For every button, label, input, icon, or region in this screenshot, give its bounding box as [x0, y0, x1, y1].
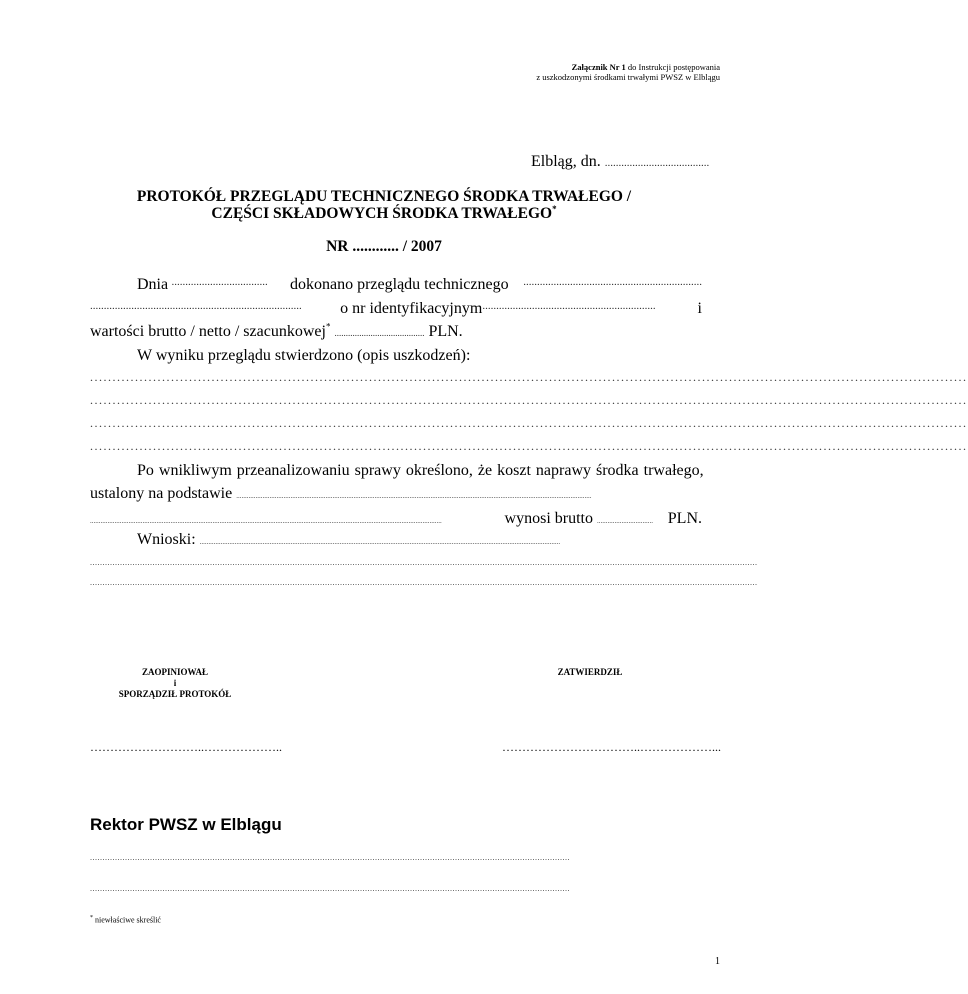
rektor-dots-row-2[interactable]: ................................................................................................................................................................................................ [90, 884, 570, 893]
signature-left-conjunction: i [173, 678, 177, 688]
wnioski-dots[interactable]: .............................................................................................................................................................................................................. [199, 538, 561, 546]
pln2-label: PLN. [667, 510, 702, 527]
wynosi-label: wynosi brutto [504, 510, 593, 527]
signature-left-dots[interactable]: ………………………..……………….. [90, 740, 282, 754]
i-label: i [697, 300, 702, 317]
wartosci-dots[interactable]: ........................................ [334, 328, 425, 338]
rektor-dots-row-1[interactable]: ................................................................................................................................................................................................ [90, 853, 570, 862]
wnioski-label: Wnioski: [137, 531, 196, 548]
body-line-wnioski [137, 531, 702, 549]
zaopiniowal-label: ZAOPINIOWAŁ [141, 667, 208, 677]
damage-dots-row-1[interactable]: ................................................................................................................................................................................................... [90, 370, 968, 384]
body-line-wartosci [90, 323, 463, 341]
body-line-dnia [137, 276, 702, 294]
dnia-label: Dnia [137, 276, 169, 293]
ustalony-label: ustalony na podstawie [90, 485, 233, 502]
nr-ident-label: o nr identyfikacyjnym [340, 300, 483, 317]
wynosi-dots[interactable]: ......................................................................................................................................................................................................... [90, 517, 442, 525]
document-title-line1: PROTOKÓŁ PRZEGLĄDU TECHNICZNEGO ŚRODKA TRWAŁEGO / [136, 188, 632, 205]
dokonano-label: dokonano przeglądu technicznego [289, 276, 509, 293]
attachment-line2: z uszkodzonymi środkami trwałymi PWSZ w Elblągu [536, 72, 720, 82]
document-number: NR ............ / 2007 [326, 238, 442, 255]
page-number: 1 [715, 956, 720, 967]
damage-dots-row-2[interactable]: ................................................................................................................................................................................................... [90, 393, 968, 407]
place-date-label: Elbląg, dn. [531, 153, 601, 170]
footnote-text: niewłaściwe skreślić [95, 915, 161, 925]
po-wnikliwym-text: Po wnikliwym przeanalizowaniu sprawy określono, że koszt naprawy środka trwałego, [137, 462, 704, 479]
damage-dots-row-4[interactable]: ................................................................................................................................................................................................... [90, 439, 968, 453]
footnote-mark: * [90, 915, 93, 921]
nr-dots[interactable]: ............................................................... [482, 300, 656, 312]
place-date-dots[interactable]: ...................................... [604, 157, 710, 169]
ustalony-dots[interactable]: ........................................................................................................................................................................................................... [236, 492, 592, 500]
place-date [531, 153, 709, 171]
wartosci-asterisk: * [325, 321, 331, 332]
signature-left-label [105, 667, 245, 700]
dokonano-dots[interactable]: ................................................................. [523, 276, 702, 288]
body-line-nr [90, 300, 702, 318]
rektor-label: Rektor PWSZ w Elblągu [90, 815, 282, 834]
line2-dots[interactable]: ............................................................................. [90, 300, 302, 312]
body-line-wynosi [90, 510, 702, 528]
pln-label: PLN. [428, 323, 463, 340]
signature-right-dots[interactable]: ……………………………..………………... [502, 740, 721, 754]
body-line-ustalony [90, 485, 702, 503]
zatwierdzil-label: ZATWIERDZIŁ [557, 667, 623, 677]
wartosci-label: wartości brutto / netto / szacunkowej [90, 323, 326, 340]
title-asterisk: * [552, 203, 557, 214]
sporzadzil-label: SPORZĄDZIŁ PROTOKÓŁ [118, 689, 232, 699]
attachment-title: Załącznik Nr 1 [571, 62, 626, 72]
wynosi-amount-dots[interactable]: ................................ [597, 517, 653, 525]
attachment-line1: do Instrukcji postępowania [625, 62, 720, 72]
dnia-dots[interactable]: ................................... [171, 276, 268, 288]
footnote [90, 915, 161, 925]
damage-dots-row-3[interactable]: ................................................................................................................................................................................................... [90, 416, 968, 430]
attachment-note [536, 62, 720, 82]
conclusions-dots-row-2[interactable]: ........................................................................................................................................................................................................................................................................... [90, 578, 758, 587]
document-title-line2-text: CZĘŚCI SKŁADOWYCH ŚRODKA TRWAŁEGO [211, 205, 553, 222]
conclusions-dots-row-1[interactable]: ........................................................................................................................................................................................................................................................................... [90, 558, 758, 567]
document-title-line2 [0, 205, 768, 223]
wyniku-label: W wyniku przeglądu stwierdzono (opis uszkodzeń): [137, 347, 471, 364]
